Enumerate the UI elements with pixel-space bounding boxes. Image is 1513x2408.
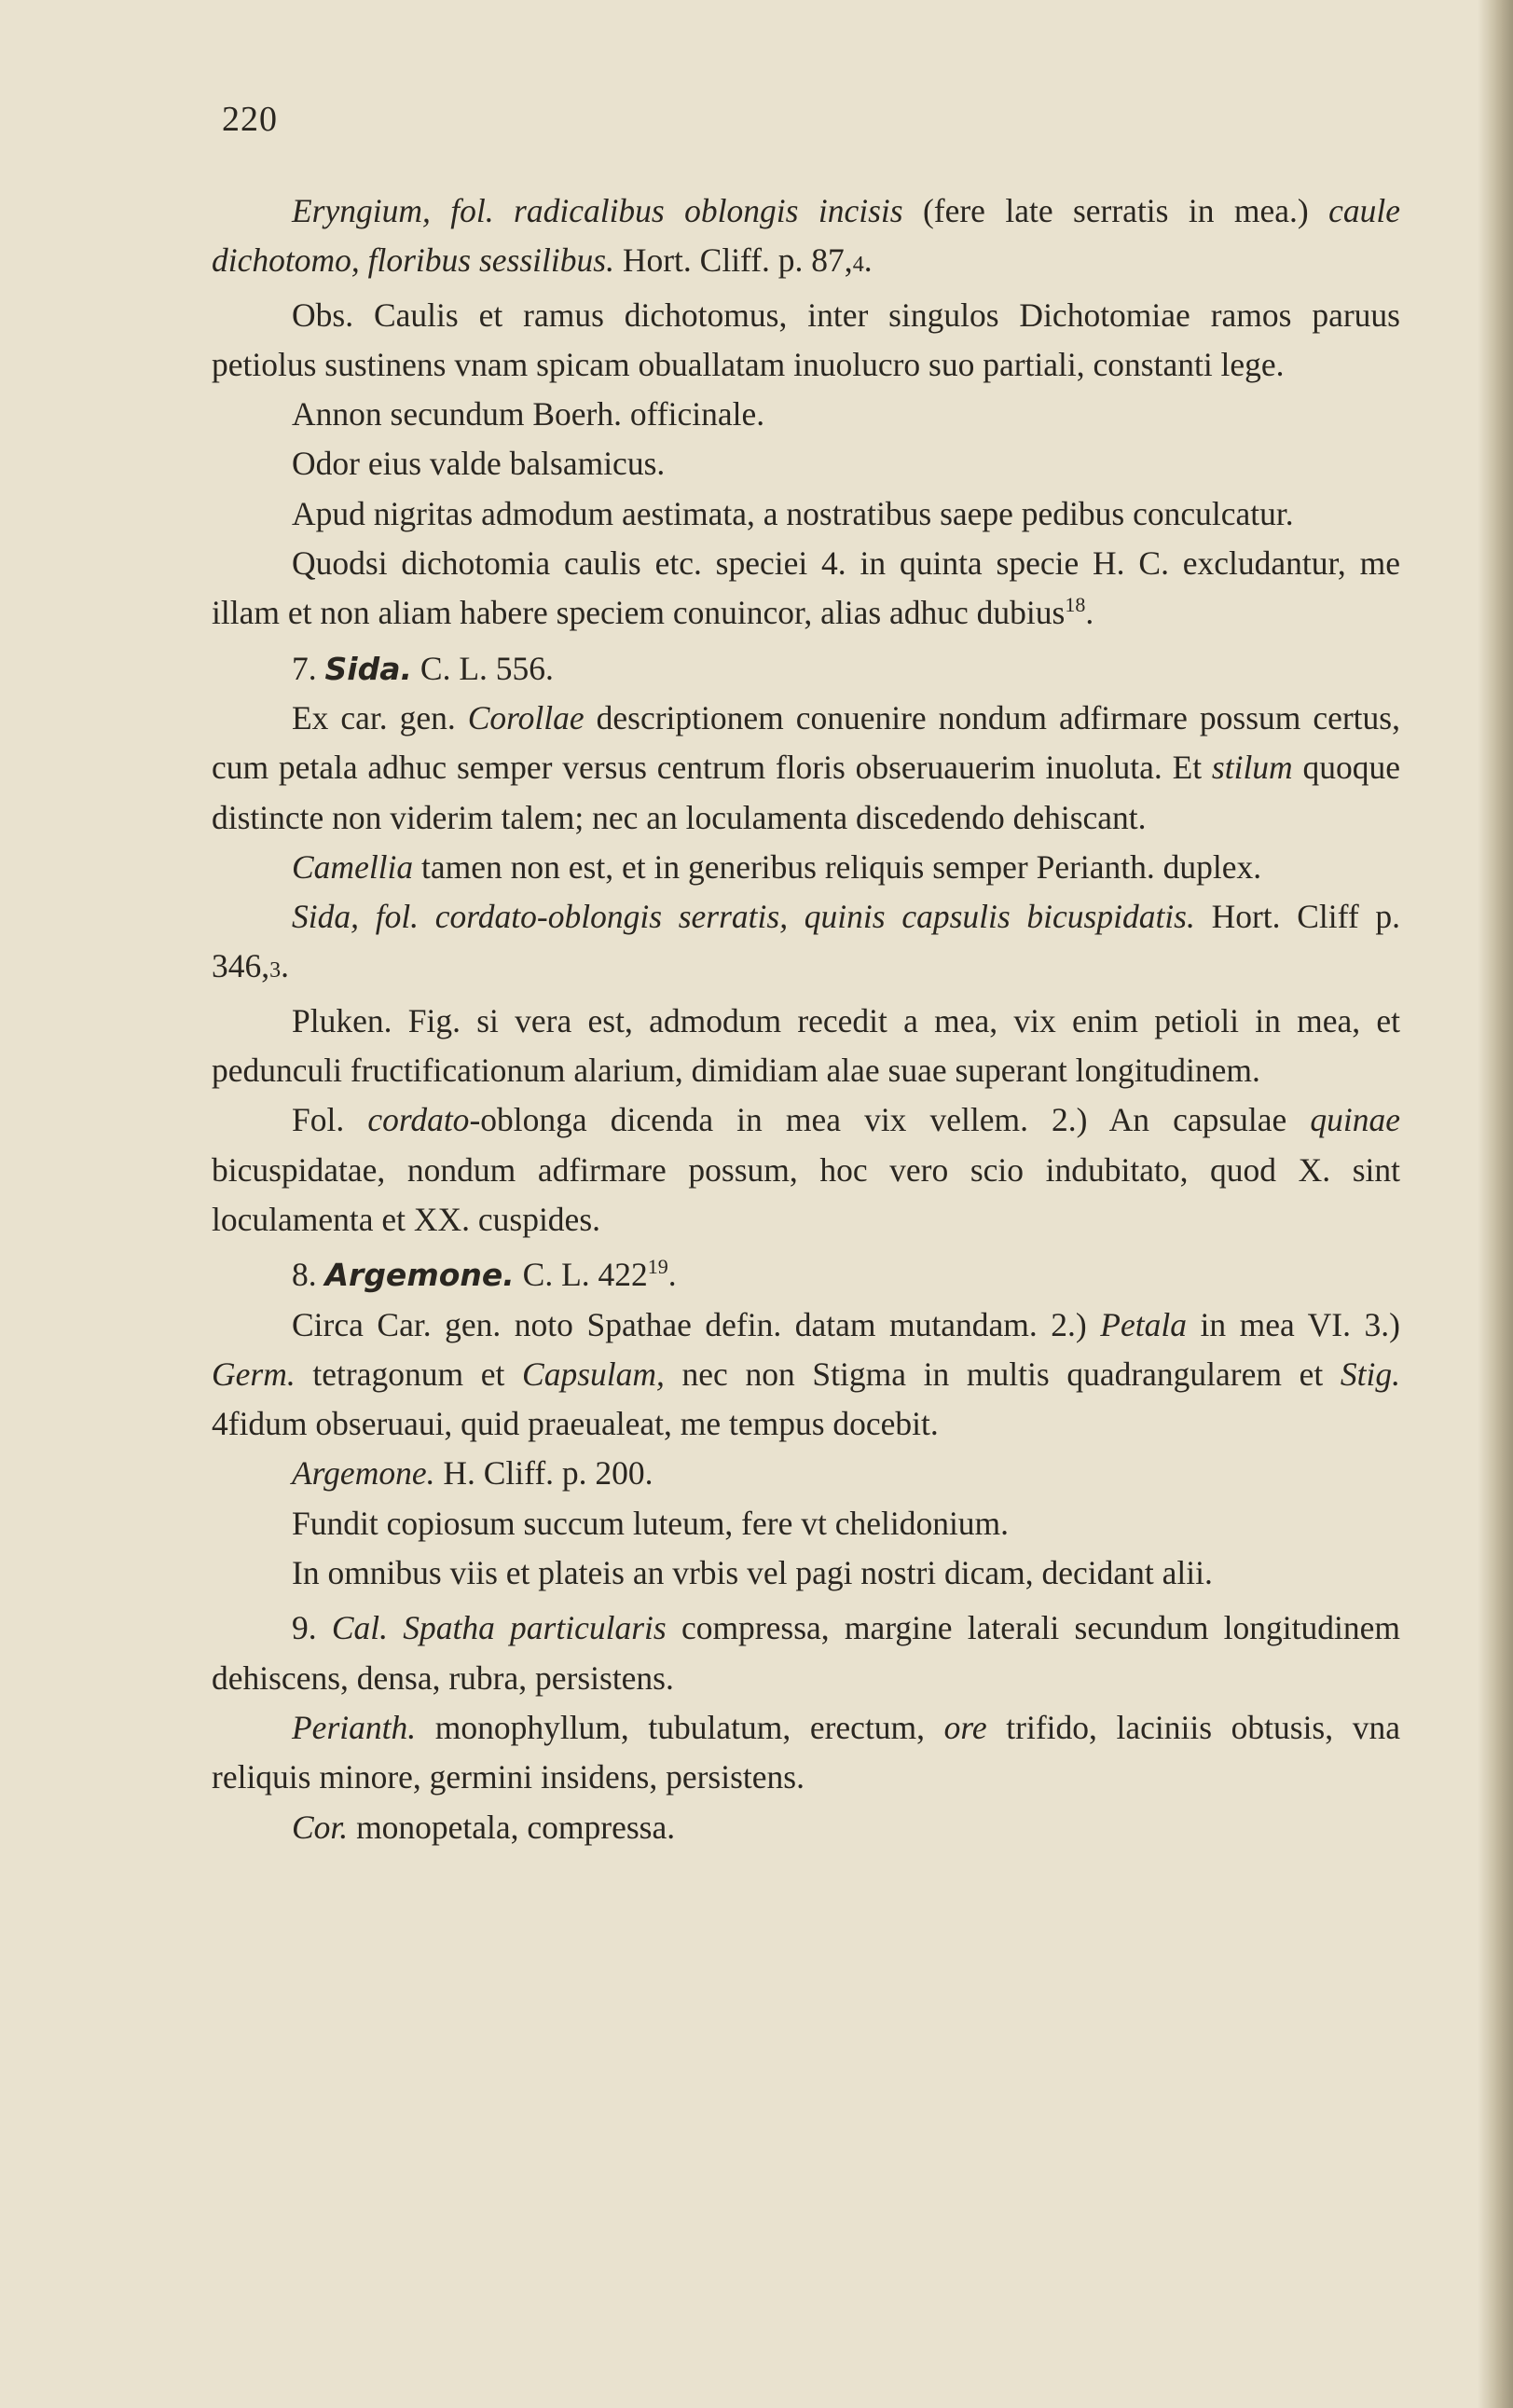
paragraph [212, 1548, 1400, 1598]
paragraph [212, 997, 1400, 1096]
text-segment: . [1085, 594, 1094, 632]
italic-text: Corollae [467, 698, 585, 736]
paragraph [212, 390, 1400, 439]
page-number: 220 [222, 100, 278, 139]
text-segment: (fere late serratis in mea.) [902, 192, 1329, 229]
text-segment: tamen non est, et in generibus reliquis semper Perianth. duplex. [413, 847, 1262, 886]
paragraph [212, 1449, 1400, 1498]
paragraph [212, 1095, 1400, 1245]
italic-text: Sida, fol. cordato-oblongis serratis, quinis capsulis bicuspidatis. [292, 898, 1195, 936]
paragraph [212, 539, 1400, 639]
paragraph [212, 843, 1400, 892]
text-segment: in mea VI. 3.) [1186, 1305, 1400, 1343]
italic-text: Germ. [212, 1355, 296, 1393]
italic-text: quinae [1310, 1101, 1400, 1139]
text-segment: Fol. [292, 1101, 368, 1139]
text-segment: 8. [292, 1256, 325, 1294]
genus-heading: Argemone. [324, 1257, 515, 1294]
text-segment: Circa Car. gen. noto Spathae defin. datam mutandam. 2.) [292, 1305, 1101, 1343]
paragraph [212, 1499, 1400, 1548]
text-block [212, 186, 1400, 1852]
text-segment: 7. [292, 649, 325, 687]
text-segment: monopetala, compressa. [348, 1808, 676, 1846]
italic-text: caule dichotomo, floribus sessilibus. [212, 192, 1400, 280]
text-segment: monophyllum, tubulatum, erectum, [416, 1708, 944, 1746]
text-segment: Obs. Caulis et ramus dichotomus, inter singulos Dichotomiae ramos paruus petiolus sustinens vnam spicam obuallatam inuolucro suo partiali, constanti lege. [212, 296, 1400, 383]
paragraph [212, 892, 1400, 997]
footnote-marker: 19 [647, 1255, 668, 1279]
text-segment: In omnibus viis et plateis an vrbis vel pagi nostri dicam, decidant alii. [292, 1554, 1213, 1592]
paragraph [212, 1250, 1400, 1300]
italic-text: Petala [1100, 1305, 1187, 1343]
paragraph [212, 1300, 1400, 1450]
paragraph [212, 489, 1400, 539]
italic-text: Cal. Spatha particularis [331, 1609, 667, 1647]
small-number: 4 [852, 253, 864, 278]
genus-heading: Sida. [324, 650, 413, 687]
text-segment: 9. [292, 1609, 332, 1647]
text-segment: H. Cliff. p. 200. [434, 1454, 653, 1493]
text-segment: Ex car. gen. [292, 698, 468, 736]
text-segment: Odor eius valde balsamicus. [292, 445, 666, 483]
paragraph [212, 186, 1400, 291]
italic-text: Perianth. [292, 1708, 417, 1746]
text-segment: nec non Stigma in multis quadrangularem et [664, 1355, 1341, 1393]
text-segment: C. L. 422 [514, 1256, 648, 1294]
paragraph [212, 291, 1400, 391]
italic-text: cordato [367, 1101, 470, 1139]
paragraph [212, 644, 1400, 694]
page-edge-shadow [1478, 0, 1513, 2408]
text-segment: tetragonum et [295, 1355, 523, 1393]
text-segment: descriptionem conuenire nondum adfirmare possum certus, cum petala adhuc semper versus centrum floris obseruauerim inuoluta. Et [212, 698, 1400, 787]
text-segment: trifido, laciniis obtusis, vna reliquis minore, germini insidens, persistens. [212, 1708, 1400, 1796]
text-segment: Pluken. Fig. si vera est, admodum recedit a mea, vix enim petioli in mea, et pedunculi fructificationum alarium, dimidiam alae suae superant longitudinem. [212, 1001, 1400, 1090]
text-segment: bicuspidatae, nondum adfirmare possum, hoc vero scio indubitato, quod X. sint loculamenta et XX. cuspides. [212, 1150, 1400, 1238]
italic-text: Eryngium, fol. radicalibus oblongis incisis [292, 192, 903, 229]
text-segment: Annon secundum Boerh. officinale. [292, 395, 765, 433]
text-segment: Hort. Cliff. p. 87, [613, 241, 853, 280]
italic-text: Camellia [292, 847, 414, 886]
text-segment: C. L. 556. [412, 649, 554, 687]
paragraph [212, 439, 1400, 488]
text-segment: Fundit copiosum succum luteum, fere vt chelidonium. [292, 1504, 1010, 1542]
italic-text: Argemone. [292, 1454, 435, 1493]
paragraph [212, 1703, 1400, 1803]
text-segment: . [281, 947, 289, 985]
italic-text: ore [943, 1708, 987, 1746]
italic-text: Stig. [1340, 1355, 1401, 1393]
text-segment: -oblonga dicenda in mea vix vellem. 2.) An capsulae [469, 1101, 1311, 1139]
text-segment: compressa, margine laterali secundum longitudinem dehiscens, densa, rubra, persistens. [212, 1609, 1400, 1697]
paragraph [212, 1603, 1400, 1703]
paragraph [212, 1803, 1400, 1852]
text-segment: Apud nigritas admodum aestimata, a nostratibus saepe pedibus conculcatur. [292, 494, 1294, 532]
text-segment: 4fidum obseruaui, quid praeualeat, me tempus docebit. [212, 1405, 939, 1443]
text-segment: Hort. Cliff p. 346, [212, 898, 1400, 985]
footnote-marker: 18 [1065, 593, 1086, 617]
italic-text: stilum [1211, 749, 1293, 787]
italic-text: Cor. [292, 1808, 349, 1846]
paragraph [212, 694, 1400, 843]
text-segment: Quodsi dichotomia caulis etc. speciei 4. in quinta specie H. C. excludantur, me illam et non aliam habere speciem conuincor, alias adhuc dubius [212, 544, 1400, 632]
text-segment: quoque distincte non viderim talem; nec an loculamenta discedendo dehiscant. [212, 749, 1400, 836]
italic-text: Capsulam, [522, 1355, 665, 1393]
small-number: 3 [269, 958, 282, 984]
text-segment: . [667, 1256, 677, 1294]
text-segment: . [863, 241, 873, 280]
